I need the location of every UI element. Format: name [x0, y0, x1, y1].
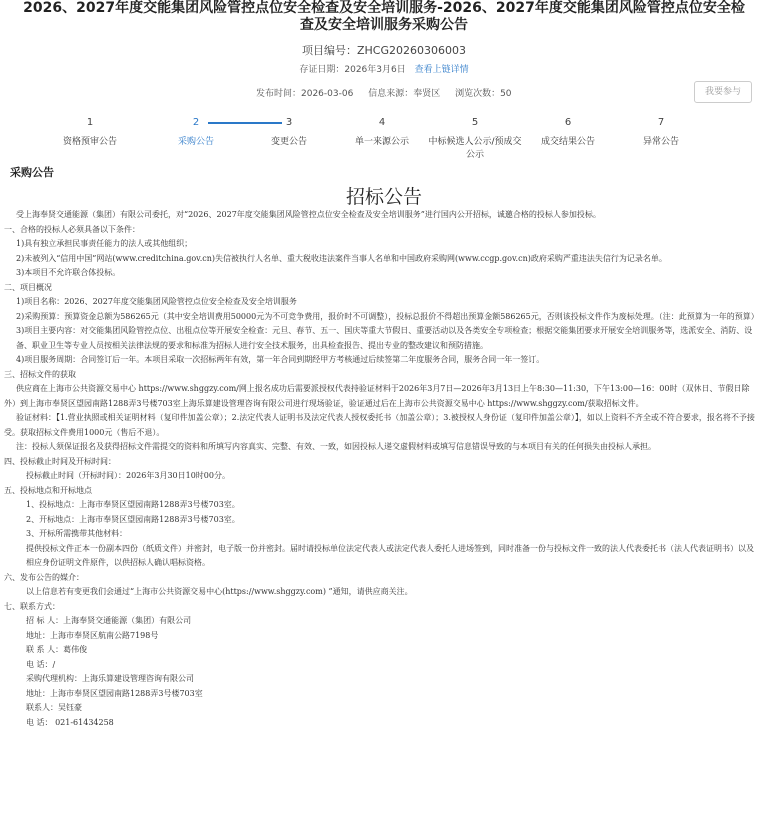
paragraph: 以上信息若有变更我们会通过“上海市公共资源交易中心(https://www.shggzy.com) ”通知，请供应商关注。	[26, 587, 413, 596]
title-line-2: 查及安全培训服务采购公告	[300, 17, 468, 33]
list-item: 1)项目名称：2026、2027年度交能集团风险管控点位安全检查及安全培训服务	[16, 297, 297, 306]
step-number: 4	[378, 117, 386, 128]
chain-details-link[interactable]: 查看上链详情	[414, 65, 469, 75]
step-label: 异常公告	[642, 137, 679, 147]
contact-line: 电 话： 021-61434258	[26, 717, 114, 727]
step-number: 6	[564, 117, 572, 128]
section-heading: 一、合格的投标人必须具备以下条件：	[4, 224, 140, 234]
contact-line: 电 话：/	[26, 659, 56, 669]
contact-line: 联系人：吴钰豪	[26, 703, 82, 712]
paragraph: 验证材料：【1.营业执照或相关证明材料（复印件加盖公章）；2.法定代表人证明书及法定代表人授权委托书（加盖公章）；3.被授权人身份证（复印件加盖公章）】，如以上资料不齐全或不符合要求，报名将不予接受。获取招标文件费用1000元（售后不退）。	[4, 413, 755, 437]
section-heading: 七、联系方式：	[4, 601, 60, 611]
meta-row	[256, 86, 524, 99]
section-heading: 四、投标截止时间及开标时间：	[4, 456, 116, 466]
section-label: 采购公告	[10, 166, 54, 179]
save-date-row	[0, 62, 768, 75]
step-label: 采购公告	[177, 137, 214, 147]
step-label: 成交结果公告	[540, 137, 595, 147]
step-number: 7	[657, 117, 665, 128]
list-item: 2、开标地点：上海市奉贤区望园南路1288弄3号楼703室。	[26, 514, 240, 524]
step-label: 资格预审公告	[62, 137, 117, 147]
section-heading: 二、项目概况	[4, 282, 52, 292]
paragraph: 提供投标文件正本一份副本四份（纸质文件）并密封，电子版一份并密封。届时请投标单位法定代表人或法定代表人委托人进场签到，同时准备一份与投标文件一致的法人代表委托书（法人代表证明书）以及相应身份证明文件原件，以供招标人确认唱标资格。	[26, 543, 754, 567]
publish-time: 发布时间：2026-03-06	[256, 89, 354, 99]
list-item: 3)项目主要内容：对交能集团风险管控点位、出租点位等开展安全检查：元旦、春节、五一、国庆等重大节假日、重要活动以及各类安全专项检查；根据交能集团要求开展安全培训服务等，选派安全、消防、设备、职业卫生等专业人员按相关法律法规的要求和标准为招标人进行安全技术服务，出具检查报告、提出专业的整改建议和预防措施。	[16, 326, 753, 350]
contact-line: 联 系 人：葛伟俊	[26, 645, 88, 654]
list-item: 3、开标所需携带其他材料：	[26, 529, 128, 538]
join-button[interactable]: 我要参与	[694, 81, 752, 103]
step-number: 5	[471, 117, 479, 128]
process-steps	[0, 117, 768, 167]
step-number: 3	[285, 117, 293, 128]
page-title	[0, 0, 768, 34]
view-count: 浏览次数：50	[455, 89, 512, 99]
step-number: 1	[86, 117, 94, 128]
save-date: 存证日期：2026年3月6日	[299, 65, 406, 75]
section-heading: 三、招标文件的获取	[4, 369, 76, 379]
project-number: 项目编号：ZHCG20260306003	[302, 44, 466, 57]
section-heading: 五、投标地点和开标地点	[4, 485, 92, 495]
list-item: 1)具有独立承担民事责任能力的法人或其他组织；	[16, 239, 193, 248]
section-heading: 六、发布公告的媒介：	[4, 572, 84, 582]
document-title: 招标公告	[345, 186, 422, 208]
title-line-1: 2026、2027年度交能集团风险管控点位安全检查及安全培训服务-2026、2027年度交能集团风险管控点位安全检	[23, 0, 745, 16]
step-7[interactable]	[606, 117, 716, 147]
list-item: 4)项目服务周期：合同签订后一年。本项目采取一次招标两年有效，第一年合同到期经甲方考核通过后续签第二年度服务合同，服务合同一年一签订。	[16, 355, 545, 364]
contact-line: 采购代理机构：上海乐算建设管理咨询有限公司	[26, 674, 194, 683]
step-label: 中标候选人公示/预成交	[428, 137, 522, 147]
contact-line: 地址：上海市奉贤区航南公路7198号	[26, 630, 159, 640]
step-1[interactable]	[35, 117, 145, 147]
contact-line: 地址：上海市奉贤区望园南路1288弄3号楼703室	[26, 688, 203, 698]
list-item: 3)本项目不允许联合体投标。	[16, 268, 121, 277]
list-item: 2)采购预算：预算资金总额为586265元（其中安全培训费用50000元为不可竞争费用，报价时不可调整），投标总报价不得超出预算金额586265元，否则该投标文件作为废标处理。（注：此预算为一年的预算）	[16, 311, 759, 321]
paragraph: 投标截止时间（开标时间）：2026年3月30日10时00分。	[26, 471, 230, 480]
info-source: 信息来源：奉贤区	[368, 89, 441, 99]
step-label: 单一来源公示	[354, 137, 409, 147]
list-item: 2)未被列入“信用中国”网站(www.creditchina.gov.cn)失信被执行人名单、重大税收违法案件当事人名单和中国政府采购网(www.ccgp.gov.cn)政府采购严重违法失信行为记录名单。	[16, 253, 667, 263]
contact-line: 招 标 人：上海奉贤交通能源（集团）有限公司	[26, 616, 192, 625]
step-label-2: 公示	[465, 150, 484, 160]
list-item: 1、投标地点：上海市奉贤区望园南路1288弄3号楼703室。	[26, 500, 240, 509]
step-number: 2	[192, 117, 200, 128]
intro-paragraph: 受上海奉贤交通能源（集团）有限公司委托，对“2026、2027年度交能集团风险管控点位安全检查及安全培训服务”进行国内公开招标，诚邀合格的投标人参加投标。	[16, 210, 601, 219]
document-body	[4, 208, 760, 730]
paragraph: 注：投标人须保证报名及获得招标文件需提交的资料和所填写内容真实、完整、有效、一致，如因投标人递交虚假材料或填写信息错误导致的与本项目有关的任何损失由投标人承担。	[16, 442, 656, 451]
step-label: 变更公告	[270, 137, 307, 147]
paragraph: 供应商在上海市公共资源交易中心 https://www.shggzy.com/网上报名成功后需要派授权代表持验证材料于2026年3月7日—2026年3月13日上午8:30—11:30，下午13:00—16：00时（双休日、节假日除外）到上海市奉贤区望园南路1288弄3号楼703室上海乐算建设管理咨询有限公司进行现场验证，验证通过后在上海市公共资源交易中心 https://www.shggzy.com/获取招标文件。	[4, 384, 750, 408]
